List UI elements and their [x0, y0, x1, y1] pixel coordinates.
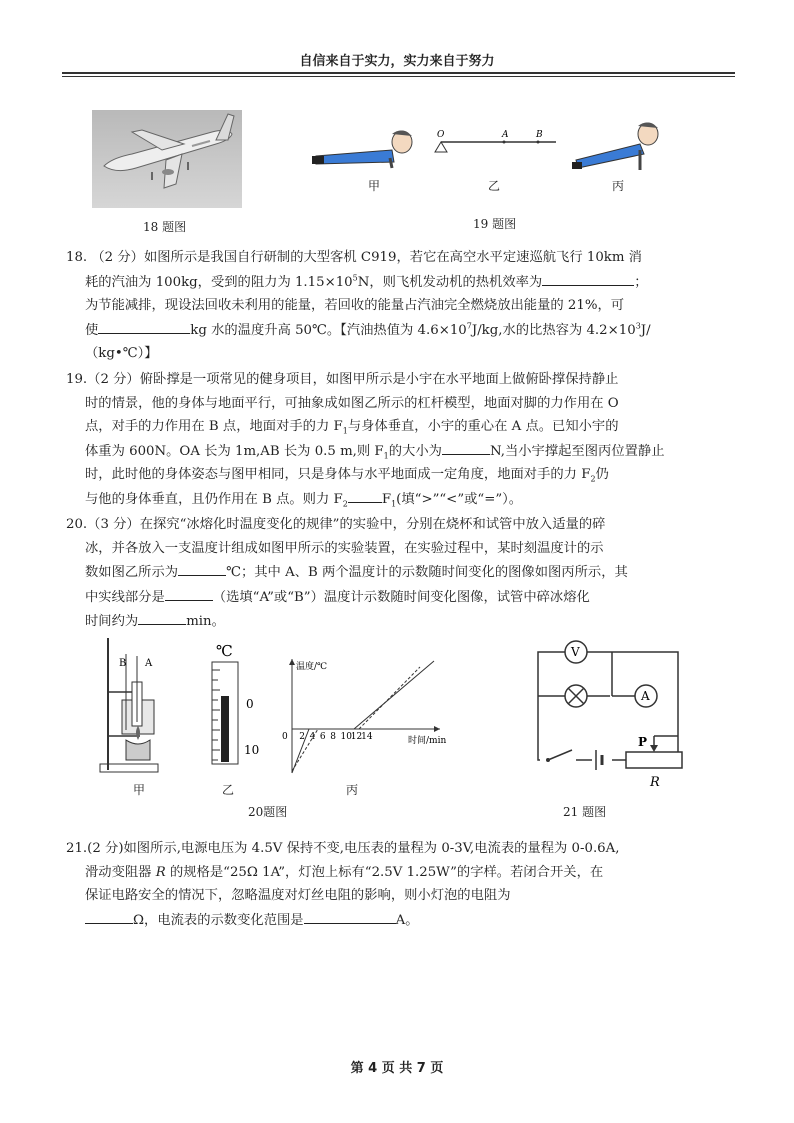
answer-blank-f1[interactable] [442, 439, 490, 455]
graph-xtick: 0 [282, 732, 288, 742]
circuit-label-a: A [641, 689, 650, 703]
circuit-diagram [510, 640, 700, 790]
graph-xtick: 12 [350, 732, 363, 742]
apparatus-label-a: A [145, 658, 153, 669]
graph-xtick: 2 [299, 732, 306, 742]
question-21: 21.(2 分)如图所示,电源电压为 4.5V 保持不变,电压表的量程为 0-3V,电流表的量程为 0-0.6A, 滑动变阻器 R 的规格是“25Ω 1A”，灯泡上标有“2.5V 1.25W”的字样。若闭合开关，在 保证电路安全的情况下，忽略温度对灯丝电阻的影响，则小灯泡的电阻为 Ω，电流表的示数变化范围是 A。 [66, 841, 620, 928]
temperature-graph [280, 655, 460, 775]
thermometer-tick-0: 0 [246, 697, 254, 711]
graph-xtick: 4 [309, 732, 316, 742]
fig19-label-jia: 甲 [368, 179, 381, 193]
graph-xtick: 10 [340, 732, 352, 742]
answer-blank-resistance[interactable] [85, 908, 133, 924]
circuit-label-p: P [638, 735, 648, 749]
pushup-figure-jia [312, 128, 422, 178]
answer-blank-temperature[interactable] [178, 560, 226, 576]
graph-xlabel: 时间/min [408, 736, 447, 746]
header-rule [62, 72, 735, 74]
apparatus-figure [98, 636, 160, 776]
answer-blank-current-range[interactable] [304, 908, 396, 924]
fig20-label-bing: 丙 [346, 783, 359, 797]
thermometer-unit: ℃ [216, 642, 233, 660]
lever-label-b: B [536, 130, 543, 140]
airplane-photo [92, 110, 242, 208]
circuit-label-v: V [571, 645, 580, 659]
figure-20-caption: 20题图 [248, 805, 288, 819]
page-header: 自信来自于实力，实力来自于努力 [299, 54, 495, 69]
question-18: 18. （2 分）如图所示是我国自行研制的大型客机 C919，若它在高空水平定速巡航飞行 10km 消 耗的汽油为 100kg，受到的阻力为 $1.15\times 10^5N$，则飞机发动机的热机效率为 ； 为节能减排，现设法回收未利用的能量，若回收的能量占汽油完全燃烧放出能量的 21%，可 使 kg 水的温度升高 50℃。【汽油热值为 $4.6\times 10^7J/kg$,水的比热容为 $4.2\times 10^3J/$ （kg•℃）】 [66, 250, 651, 362]
header-rule-thin [62, 76, 735, 77]
lever-model [432, 128, 562, 158]
answer-blank-melt-time[interactable] [138, 609, 186, 625]
thermometer-tick-10: 10 [244, 743, 260, 757]
answer-blank-water-mass[interactable] [98, 318, 190, 334]
circuit-label-r: R [650, 775, 660, 790]
thermometer-figure [200, 640, 270, 770]
answer-blank-compare[interactable] [348, 487, 382, 503]
graph-xtick: 8 [330, 732, 336, 742]
page-footer: 第 4 页 共 7 页 [350, 1061, 444, 1076]
fig20-label-yi: 乙 [222, 783, 235, 797]
answer-blank-efficiency[interactable] [542, 270, 634, 286]
pushup-figure-bing [572, 120, 664, 172]
figure-18-caption: 18 题图 [143, 220, 187, 234]
lever-label-o: O [437, 130, 445, 140]
figure-21-caption: 21 题图 [563, 805, 607, 819]
graph-xtick: 6 [319, 732, 326, 742]
apparatus-label-b: B [119, 658, 127, 669]
answer-blank-solid-line[interactable] [165, 585, 213, 601]
lever-label-a: A [502, 130, 509, 140]
figure-19-caption: 19 题图 [473, 217, 517, 231]
fig19-label-bing: 丙 [612, 179, 625, 193]
question-20: 20.（3 分）在探究“冰熔化时温度变化的规律”的实验中，分别在烧杯和试管中放入适量的碎 冰，并各放入一支温度计组成如图甲所示的实验装置，在实验过程中，某时刻温度计的示 数如图乙所示为 ℃；其中 A、B 两个温度计的示数随时间变化的图像如图丙所示，其 中实线部分是 （选填“A”或“B”）温度计示数随时间变化图像，试管中碎冰熔化 时间约为 min。 [66, 517, 628, 630]
graph-ylabel: 温度/℃ [296, 662, 328, 672]
fig19-label-yi: 乙 [488, 179, 501, 193]
question-19: 19.（2 分）俯卧撑是一项常见的健身项目，如图甲所示是小宇在水平地面上做俯卧撑保持静止 时的情景，他的身体与地面平行，可抽象成如图乙所示的杠杆模型，地面对脚的力作用在 O 点，对手的力作用在 B 点，地面对手的力 $F_1$与身体垂直，小宇的重心在 A 点。已知小宇的 体重为 600N。OA 长为 1m,AB 长为 0.5 m,则 $F_1$的大小为 N,当小宇撑起至图丙位置静止 时，此时他的身体姿态与图甲相同，只是身体与水平地面成一定角度，地面对手的力 $F_2$仍 与他的身体垂直，且仍作用在 B 点。则力 $F_2$ $F_1$(填“>”“<”或“=”）。 [66, 372, 665, 509]
graph-xtick: 14 [361, 732, 373, 742]
fig20-label-jia: 甲 [133, 783, 146, 797]
